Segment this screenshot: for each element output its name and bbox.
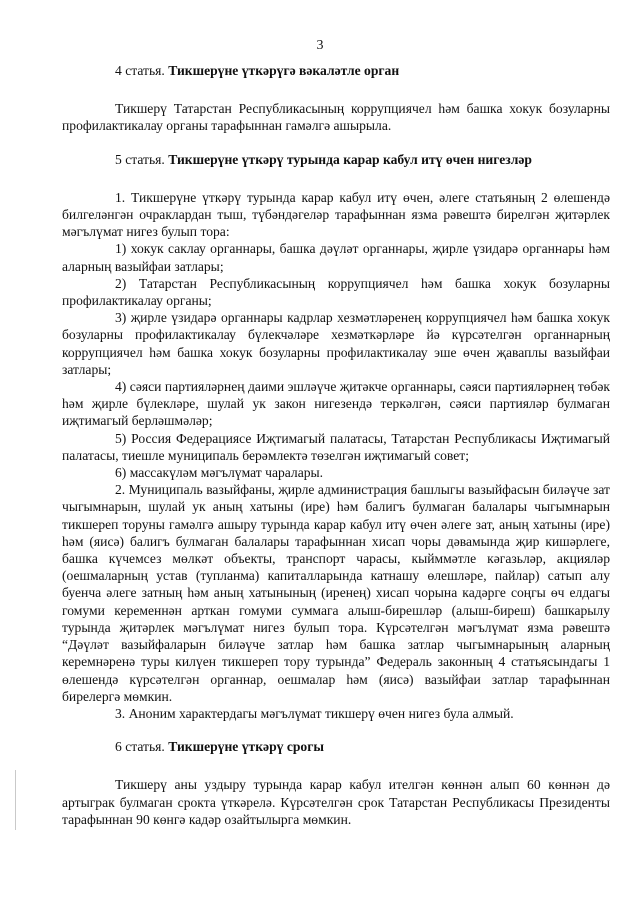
paragraph: Тикшерү Татарстан Республикасының коррупциячел һәм башка хокук бозуларны профилактикалау органы тарафыннан гамәлгә ашырыла. bbox=[62, 101, 610, 134]
paragraph: 2. Муниципаль вазыйфаны, җирле администрация башлыгы вазыйфасын биләүче зат чыгымнарын, шулай ук аның хатыны (ире) һәм балигъ булмаган балалары чыгымнарын тикшереп торуны гамәлгә ашыру турында карар кабул итү өчен әлеге зат, аның хатыны (ире) һәм (яисә) балигъ булмаган балалары тарафыннан хисап чоры дәвамында җир кишәрлеге, башка күчемсез мөлкәт объекты, транспорт чарасы, кыйммәтле кәгазьләр, акцияләр (оешмаларның устав (тупланма) капиталларында катнашу өлешләре, пайлар) сатып алу буенча әлеге затның һәм аның хатынының (иренең) хисап чорына кадәрге соңгы өч елдагы гомуми кеременнән арткан гомуми суммага алыш-бирешләр (алыш-биреш) башкарылу турында җитәрлек мәгълүмат нигез булып тора. Күрсәтелгән мәгълүмат язма рәвештә “Дәүләт вазыйфаларын биләүче затлар һәм башка затлар чыгымнарының аларның керемнәренә туры килүен тикшереп тору турында” Федераль законның 4 статьясындагы 1 өлешендә күрсәтелгән органнар, оешмалар һәм (яисә) вазыйфаи затлар тарафыннан бирелергә мөмкин. bbox=[62, 482, 610, 704]
list-item: 3) җирле үзидарә органнары кадрлар хезмәтләренең коррупциячел һәм башка хокук бозуларны профилактикалау бүлекчәләре хезмәткәрләре йә күрсәтелгән органнарның коррупциячел һәм башка хокук бозуларны профилактикалау эше өчен җаваплы вазыйфаи затлары; bbox=[62, 310, 610, 377]
document-body bbox=[62, 62, 610, 828]
article-title: Тикшерүне үткәрү турында карар кабул итү өчен нигезләр bbox=[168, 151, 532, 167]
list-item: 5) Россия Федерациясе Иҗтимагый палатасы, Татарстан Республикасы Иҗтимагый палатасы, тиешле муниципаль берәмлектә төзелгән иҗтимагый совет; bbox=[62, 430, 610, 463]
list-item: 4) сәяси партияләрнең даими эшләүче җитәкче органнары, сәяси партияләрнең төбәк һәм җирле бүлекләре, шулай ук закон нигезендә теркәлгән, сәяси партияләр булмаган иҗтимагый берләшмәләр; bbox=[62, 379, 610, 429]
paragraph: Тикшерү аны уздыру турында карар кабул ителгән көннән алып 60 көннән дә артыграк булмаган срокта үткәрелә. Күрсәтелгән срок Татарстан Республикасы Президенты тарафыннан 90 көнгә кадәр озайтылырга мөмкин. bbox=[62, 777, 610, 827]
page-number: 3 bbox=[316, 38, 324, 53]
article-number: 5 статья. bbox=[115, 151, 165, 167]
margin-scan-mark bbox=[15, 770, 16, 830]
article-number: 6 статья. bbox=[115, 739, 165, 755]
list-item: 2) Татарстан Республикасының коррупциячел һәм башка хокук бозуларны профилактикалау органы; bbox=[62, 275, 610, 309]
article-heading bbox=[62, 62, 610, 79]
list-item: 6) массакүләм мәгълүмат чаралары. bbox=[115, 465, 324, 481]
list-item: 1) хокук саклау органнары, башка дәүләт органнары, җирле үзидарә органнары һәм аларның вазыйфаи затлары; bbox=[62, 241, 610, 274]
article-title: Тикшерүне үткәрү срогы bbox=[168, 739, 325, 755]
paragraph: 1. Тикшерүне үткәрү турында карар кабул итү өчен, әлеге статьяның 2 өлешендә билгеләнгән очраклардан тыш, түбәндәгеләр тарафыннан язма рәвештә бирелгән җитәрлек мәгълүмат нигез булып тора: bbox=[62, 189, 610, 240]
article-number: 4 статья. bbox=[115, 63, 165, 78]
paragraph: 3. Аноним характердагы мәгълүмат тикшерү өчен нигез була алмый. bbox=[115, 705, 514, 721]
article-title: Тикшерүне үткәрүгә вәкаләтле орган bbox=[168, 63, 400, 78]
article-heading bbox=[62, 151, 610, 168]
article-heading bbox=[62, 738, 610, 755]
